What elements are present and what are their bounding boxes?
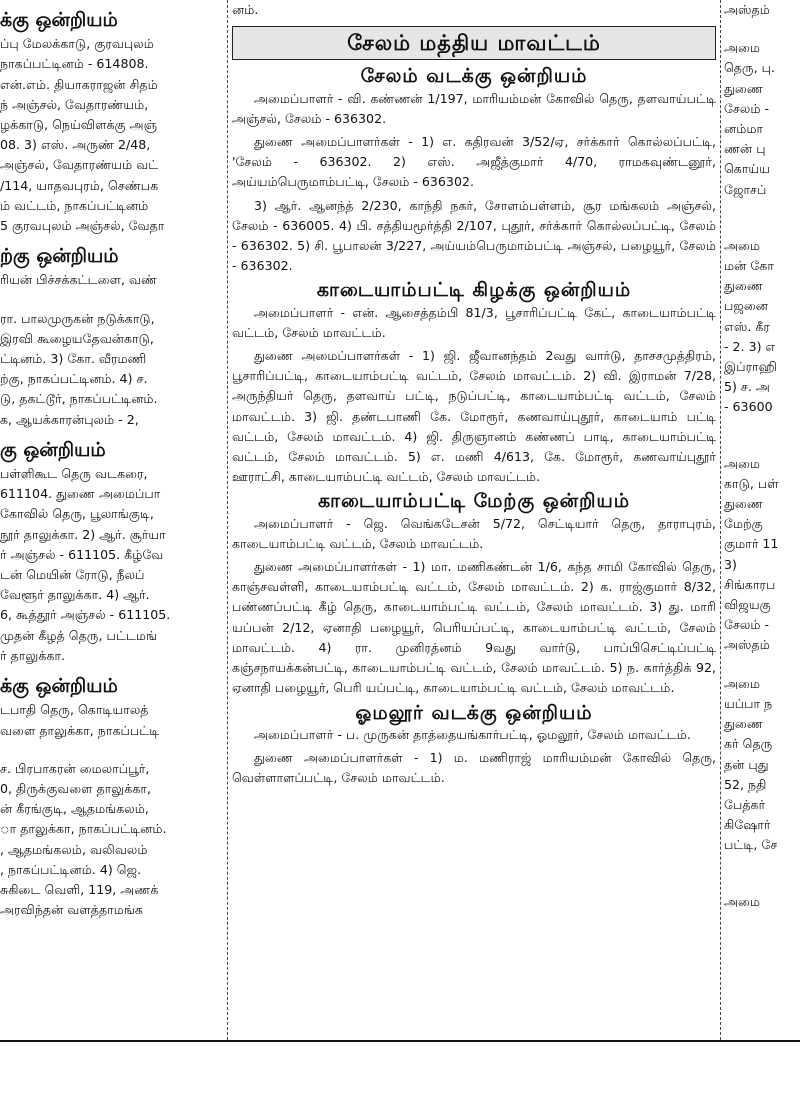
text-line: துணை bbox=[724, 278, 763, 294]
text-line: அஸ்தம் bbox=[724, 637, 770, 653]
district-banner: சேலம் மத்திய மாவட்டம் bbox=[232, 26, 716, 60]
column-divider-right bbox=[720, 0, 721, 1040]
text-line: - 63600 bbox=[724, 399, 773, 415]
deputy-organizers-paragraph: துணை அமைப்பாளர்கள் - 1) எ. கதிரவன் 3/52/ஏ, சர்க்கார் கொல்லப்பட்டி, 'சேலம் - 636302. 2) எஸ். அஜீத்குமார் 4/70, ராமகவுண்டனூர், அய்யம்பெருமாம்பட்டி, சேலம் - 636302. bbox=[232, 134, 716, 190]
text-line: இரவி கூழையதேவன்காடு, bbox=[0, 330, 154, 346]
text-line: , நாகப்பட்டினம். 4) ஜெ. bbox=[0, 861, 142, 877]
text-line: டு, தகட்டூர், நாகப்பட்டினம். bbox=[0, 391, 158, 407]
union-heading: காடையாம்பட்டி மேற்கு ஒன்றியம் bbox=[317, 490, 631, 513]
text-line: அமை bbox=[724, 40, 761, 56]
text-line: அமை bbox=[724, 675, 761, 691]
text-line: வளை தாலுக்கா, நாகப்பட்டி bbox=[0, 722, 160, 738]
text-line: க, ஆயக்காரன்புலம் - 2, bbox=[0, 411, 139, 427]
text-line: ர் அஞ்சல் - 611105. கீழ்வே bbox=[0, 546, 164, 562]
text-line: மேற்கு bbox=[724, 516, 763, 532]
text-line: கோவில் தெரு, பூலாங்குடி, bbox=[0, 506, 154, 522]
text-line: குமார் 11 bbox=[724, 536, 779, 552]
text-line: யப்பா ந bbox=[724, 695, 773, 711]
text-line: 0, திருக்குவளை தாலுக்கா, bbox=[0, 780, 151, 796]
text-line: 6, கூத்தூர் அஞ்சல் - 611105. bbox=[0, 607, 171, 623]
text-line: டன் மெயின் ரோடு, நீலப் bbox=[0, 567, 145, 583]
line-gap bbox=[724, 200, 800, 218]
text-line: அமை bbox=[724, 893, 761, 909]
text-line: சுகிடை வெளி, 119, அணக் bbox=[0, 881, 159, 897]
text-line: ற்கு, நாகப்பட்டினம். 4) ச. bbox=[0, 371, 148, 387]
text-line: டபாதி தெரு, கொடியாலத் bbox=[0, 702, 149, 718]
text-line: துணை bbox=[724, 496, 763, 512]
deputy-organizers-paragraph: 3) ஆர். ஆனந்த் 2/230, காந்தி நகர், சோளம்பள்ளம், சூர மங்கலம் அஞ்சல், சேலம் - 636005. 4) பி. சத்தியமூர்த்தி 2/107, புதூர், சர்க்கார் கொல்லப்பட்டி, சேலம் - 636302. 5) சி. பூபாலன் 3/227, அய்யம்பெருமாம்பட்டி அஞ்சல், பழையூர், சேலம் - 636302. bbox=[232, 197, 716, 274]
text-line: இப்ராஹி bbox=[724, 359, 777, 375]
text-line: ணன் பு bbox=[724, 141, 766, 157]
text-line: அஞ்சல், வேதாரண்யம் வட் bbox=[0, 157, 159, 173]
text-line: னம்மா bbox=[724, 121, 764, 137]
page-bottom-rule bbox=[0, 1040, 800, 1042]
deputy-organizers-paragraph: துணை அமைப்பாளர்கள் - 1) ம. மணிராஜ் மாரியம்மன் கோவில் தெரு, வெள்ளாளப்பட்டி, சேலம் மாவட்டம். bbox=[232, 749, 716, 786]
line-gap bbox=[724, 436, 800, 454]
deputy-organizers-paragraph: துணை அமைப்பாளர்கள் - 1) மா. மணிகண்டன் 1/6, கந்த சாமி கோவில் தெரு, காஞ்சவள்ளி, காடையாம்பட்டி வட்டம், சேலம் மாவட்டம். 2) க. ராஜ்குமார் 8/32, பண்ணப்பட்டி கீழ் தெரு, காடையாம்பட்டி வட்டம், சேலம் மாவட்டம். 3) து. மாரி யப்பன் 2/12, ஏனாதி பழையூர், பெரியப்பட்டி, காடையாம்பட்டி வட்டம், சேலம் மாவட்டம். 4) ரா. முனிரத்னம் 9வது வார்டு, பாப்பிசெட்டிப்பட்டி கஞ்சநாயக்கன்பட்டி, காடையாம்பட்டி வட்டம், சேலம் மாவட்டம். 5) ந. கார்த்திக் 92, ஏனாதி பழையூர், பெரி யப்பட்டி, காடையாம்பட்டி வட்டம், சேலம் மாவட்டம். bbox=[232, 559, 716, 696]
text-line: பேத்கர் bbox=[724, 796, 766, 812]
text-line: ப்பு மேலக்காடு, குரவபுலம் bbox=[0, 36, 154, 52]
section-heading: கு ஒன்றியம் bbox=[0, 438, 106, 461]
text-line: பஜனை bbox=[724, 298, 769, 314]
line-gap bbox=[0, 291, 224, 309]
text-line: ச. பிரபாகரன் மைலாப்பூர், bbox=[0, 760, 150, 776]
center-column bbox=[232, 0, 716, 1040]
line-gap bbox=[724, 218, 800, 236]
text-line: காடு, பள் bbox=[724, 475, 779, 491]
union-heading: ஓமலூர் வடக்கு ஒன்றியம் bbox=[355, 701, 593, 724]
text-line: ழக்காடு, நெய்விளக்கு அஞ் bbox=[0, 117, 158, 133]
top-fragment: னம். bbox=[232, 2, 259, 17]
text-line: 52, நதி bbox=[724, 776, 767, 792]
center-sections bbox=[232, 66, 716, 788]
text-line: என்.எம். தியாகராஜன் சிதம் bbox=[0, 76, 158, 92]
line-gap bbox=[0, 741, 224, 759]
text-line: 611104. துணை அமைப்பா bbox=[0, 486, 161, 502]
union-heading: காடையாம்பட்டி கிழக்கு ஒன்றியம் bbox=[316, 279, 632, 302]
text-line: , ஆதமங்கலம், வலிவலம் bbox=[0, 841, 148, 857]
line-gap bbox=[724, 20, 800, 38]
line-gap bbox=[724, 656, 800, 674]
text-line: அமை bbox=[724, 455, 761, 471]
line-gap bbox=[724, 418, 800, 436]
text-line: அமை bbox=[724, 237, 761, 253]
text-line: பள்ளிகூட தெரு வடகரை, bbox=[0, 466, 148, 482]
text-line: துணை bbox=[724, 716, 763, 732]
text-line: ா தாலுக்கா, நாகப்பட்டினம். bbox=[0, 821, 167, 837]
text-line: தன் புது bbox=[724, 756, 769, 772]
text-line: பட்டி, சே bbox=[724, 837, 778, 853]
section-heading: ற்கு ஒன்றியம் bbox=[0, 245, 119, 268]
text-line: ட்டினம். 3) கோ. வீரமணி bbox=[0, 351, 147, 367]
text-line: ரா. பாலமுருகன் நடுக்காடு, bbox=[0, 310, 155, 326]
text-line: 5 குரவபுலம் அஞ்சல், வேதா bbox=[0, 218, 165, 234]
text-line: 5) ச. அ bbox=[724, 379, 770, 395]
text-line: ந் அஞ்சல், வேதாரண்யம், bbox=[0, 96, 149, 112]
organizer-paragraph: அமைப்பாளர் - ப. முருகன் தாத்தையங்கார்பட்டி, ஓமலூர், சேலம் மாவட்டம். bbox=[254, 726, 691, 742]
text-line: ம் வட்டம், நாகப்பட்டினம் bbox=[0, 197, 149, 213]
section-heading: க்கு ஒன்றியம் bbox=[0, 675, 118, 698]
text-line: சேலம் - bbox=[724, 100, 770, 116]
text-line: அஸ்தம் bbox=[724, 2, 770, 17]
left-column bbox=[0, 0, 224, 1040]
text-line: மன் கோ bbox=[724, 258, 774, 274]
text-line: /114, யாதவபுரம், செண்பக bbox=[0, 177, 159, 193]
text-line: சிங்காரப bbox=[724, 576, 776, 592]
organizer-paragraph: அமைப்பாளர் - என். ஆசைத்தம்பி 81/3, பூசாரிப்பட்டி கேட், காடையாம்பட்டி வட்டம், சேலம் மாவட்டம். bbox=[232, 304, 716, 340]
text-line: கிஷோர் bbox=[724, 817, 771, 833]
text-line: எஸ். கீர bbox=[724, 318, 770, 334]
line-gap bbox=[724, 874, 800, 892]
text-line: ன் கீரங்குடி, ஆதமங்கலம், bbox=[0, 801, 149, 817]
text-line: முதன் கீழத் தெரு, பட்டமங் bbox=[0, 627, 158, 643]
line-gap bbox=[724, 856, 800, 874]
text-line: தெரு, பு. bbox=[724, 60, 776, 76]
union-heading: சேலம் வடக்கு ஒன்றியம் bbox=[360, 65, 588, 88]
text-line: 3) bbox=[724, 556, 737, 572]
organizer-paragraph: அமைப்பாளர் - வி. கண்ணன் 1/197, மாரியம்மன் கோவில் தெரு, தளவாய்பட்டி அஞ்சல், சேலம் - 636302. bbox=[232, 90, 716, 126]
text-line: விஜயகு bbox=[724, 597, 771, 613]
text-line: ரியன் பிச்சக்கட்டளை, வண் bbox=[0, 272, 158, 288]
organizer-paragraph: அமைப்பாளர் - ஜெ. வெங்கடேசன் 5/72, செட்டியார் தெரு, தாராபுரம், காடையாம்பட்டி வட்டம், சேலம் மாவட்டம். bbox=[232, 515, 716, 551]
text-line: ர் தாலுக்கா. bbox=[0, 647, 66, 663]
text-line: சேலம் - bbox=[724, 617, 770, 633]
text-line: அரவிந்தன் வளத்தாமங்க bbox=[0, 902, 143, 918]
text-line: - 2. 3) எ bbox=[724, 338, 776, 354]
section-heading: க்கு ஒன்றியம் bbox=[0, 9, 118, 31]
text-line: கொய்ய bbox=[724, 161, 771, 177]
text-line: நூர் தாலுக்கா. 2) ஆர். சூர்யா bbox=[0, 526, 166, 542]
text-line: கர் தெரு bbox=[724, 736, 773, 752]
text-line: நாகப்பட்டினம் - 614808. bbox=[0, 56, 149, 72]
text-line: துணை bbox=[724, 80, 763, 96]
column-divider-left bbox=[227, 0, 228, 1040]
text-line: 08. 3) எஸ். அருண் 2/48, bbox=[0, 137, 151, 153]
deputy-organizers-paragraph: துணை அமைப்பாளர்கள் - 1) ஜி. ஜீவானந்தம் 2வது வார்டு, தாசசமுத்திரம், பூசாரிப்பட்டி, காடையாம்பட்டி வட்டம், சேலம் மாவட்டம். 2) வி. இராமன் 7/28, அருந்தியர் தெரு, தளவாய் பட்டி, நடுப்பட்டி, காடையாம்பட்டி வட்டம், சேலம் மாவட்டம். 3) ஜி. தண்டபாணி கே. மோரூர், கணவாய்புதூர், காடையாம் பட்டி வட்டம், சேலம் மாவட்டம். 4) ஜி. திருஞானம் கண்ணப் பாடி, காடையாம்பட்டி வட்டம், சேலம் மாவட்டம். 5) எ. மணி 4/613, கே. மோரூர், கணவாய்புதூர் ஊராட்சி, காடையாம்பட்டி வட்டம், சேலம் மாவட்டம். bbox=[232, 348, 716, 485]
text-line: ஜோசப் bbox=[724, 181, 767, 197]
text-line: வேளூர் தாலுக்கா. 4) ஆர். bbox=[0, 587, 150, 603]
right-column bbox=[724, 0, 800, 1040]
